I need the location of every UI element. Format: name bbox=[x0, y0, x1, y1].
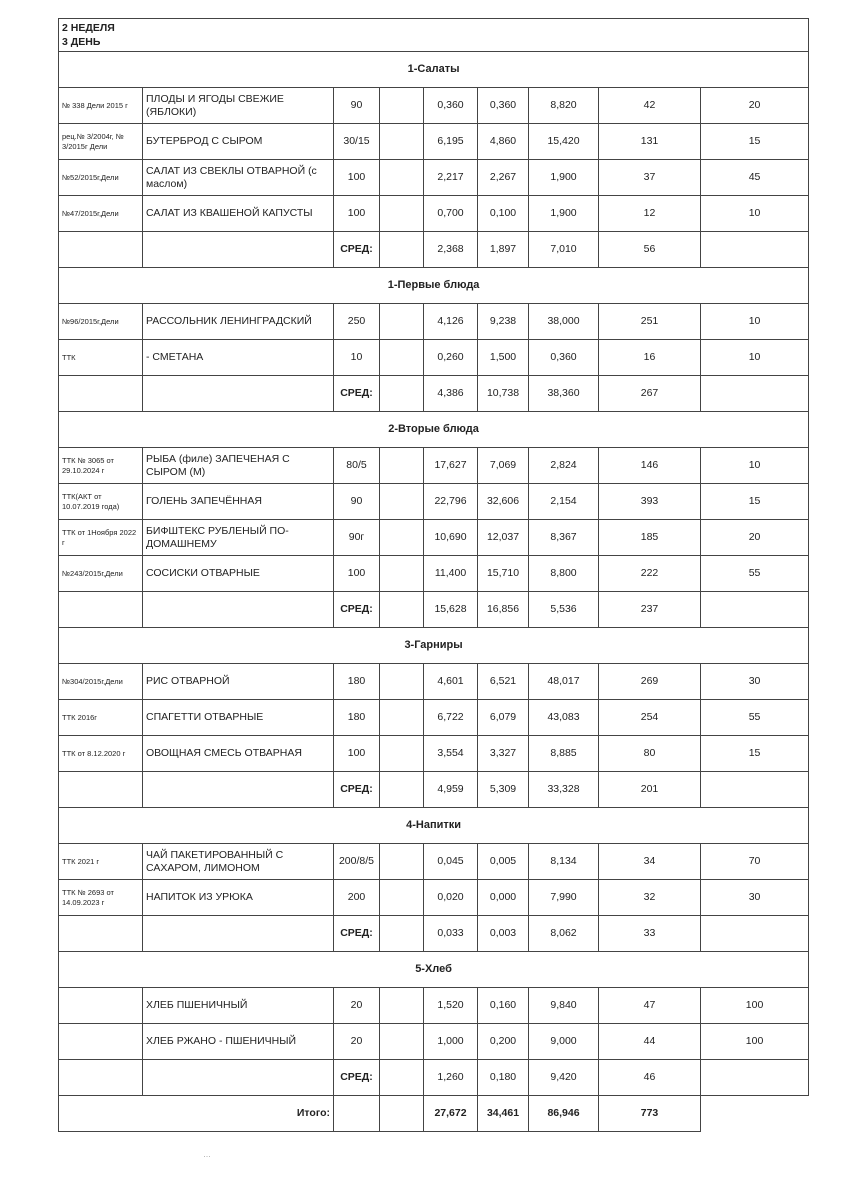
calories-value: 131 bbox=[599, 124, 701, 160]
empty-cell bbox=[380, 520, 424, 556]
calories-value: 222 bbox=[599, 556, 701, 592]
empty-cell bbox=[701, 232, 809, 268]
price-value: 55 bbox=[701, 556, 809, 592]
recipe-reference: №243/2015г,Дели bbox=[59, 556, 143, 592]
dish-name: БИФШТЕКС РУБЛЕНЫЙ ПО-ДОМАШНЕМУ bbox=[143, 520, 334, 556]
section-title: 1-Салаты bbox=[59, 52, 809, 88]
average-carbs: 33,328 bbox=[529, 772, 599, 808]
carbs-value: 7,990 bbox=[529, 880, 599, 916]
dish-name: САЛАТ ИЗ СВЕКЛЫ ОТВАРНОЙ (с маслом) bbox=[143, 160, 334, 196]
menu-table bbox=[58, 18, 809, 1132]
average-label: СРЕД: bbox=[334, 232, 380, 268]
recipe-reference: ТТК № 2693 от 14.09.2023 г bbox=[59, 880, 143, 916]
carbs-value: 2,824 bbox=[529, 448, 599, 484]
protein-value: 2,217 bbox=[424, 160, 478, 196]
average-row bbox=[59, 772, 809, 808]
protein-value: 10,690 bbox=[424, 520, 478, 556]
fat-value: 12,037 bbox=[478, 520, 529, 556]
price-value: 10 bbox=[701, 304, 809, 340]
calories-value: 47 bbox=[599, 988, 701, 1024]
document-title bbox=[59, 19, 809, 52]
empty-cell bbox=[380, 1024, 424, 1060]
calories-value: 37 bbox=[599, 160, 701, 196]
carbs-value: 1,900 bbox=[529, 196, 599, 232]
section-header bbox=[59, 952, 809, 988]
recipe-reference: №47/2015г,Дели bbox=[59, 196, 143, 232]
average-row bbox=[59, 376, 809, 412]
table-row bbox=[59, 880, 809, 916]
empty-cell bbox=[380, 232, 424, 268]
dish-name: ЧАЙ ПАКЕТИРОВАННЫЙ С САХАРОМ, ЛИМОНОМ bbox=[143, 844, 334, 880]
fat-value: 1,500 bbox=[478, 340, 529, 376]
section-title: 5-Хлеб bbox=[59, 952, 809, 988]
table-row bbox=[59, 448, 809, 484]
empty-cell bbox=[59, 1060, 143, 1096]
section-title: 4-Напитки bbox=[59, 808, 809, 844]
calories-value: 80 bbox=[599, 736, 701, 772]
empty-cell bbox=[59, 592, 143, 628]
table-row bbox=[59, 556, 809, 592]
dish-name: ХЛЕБ ПШЕНИЧНЫЙ bbox=[143, 988, 334, 1024]
portion-weight: 90 bbox=[334, 88, 380, 124]
table-row bbox=[59, 520, 809, 556]
day-label: 3 ДЕНЬ bbox=[62, 36, 101, 48]
price-value: 55 bbox=[701, 700, 809, 736]
average-calories: 201 bbox=[599, 772, 701, 808]
calories-value: 16 bbox=[599, 340, 701, 376]
dish-name: РЫБА (филе) ЗАПЕЧЕНАЯ С СЫРОМ (М) bbox=[143, 448, 334, 484]
portion-weight: 90г bbox=[334, 520, 380, 556]
recipe-reference: № 338 Дели 2015 г bbox=[59, 88, 143, 124]
protein-value: 4,601 bbox=[424, 664, 478, 700]
portion-weight: 20 bbox=[334, 1024, 380, 1060]
fat-value: 9,238 bbox=[478, 304, 529, 340]
carbs-value: 2,154 bbox=[529, 484, 599, 520]
dish-name: САЛАТ ИЗ КВАШЕНОЙ КАПУСТЫ bbox=[143, 196, 334, 232]
empty-cell bbox=[380, 592, 424, 628]
empty-cell bbox=[59, 916, 143, 952]
empty-cell bbox=[701, 376, 809, 412]
recipe-reference bbox=[59, 988, 143, 1024]
empty-cell bbox=[380, 1096, 424, 1132]
average-carbs: 8,062 bbox=[529, 916, 599, 952]
total-row bbox=[59, 1096, 809, 1132]
empty-cell bbox=[701, 1060, 809, 1096]
recipe-reference: ТТК от 8.12.2020 г bbox=[59, 736, 143, 772]
carbs-value: 8,134 bbox=[529, 844, 599, 880]
recipe-reference: ТТК 2021 г bbox=[59, 844, 143, 880]
section-title: 3-Гарниры bbox=[59, 628, 809, 664]
fat-value: 6,079 bbox=[478, 700, 529, 736]
price-value: 30 bbox=[701, 880, 809, 916]
portion-weight: 80/5 bbox=[334, 448, 380, 484]
fat-value: 7,069 bbox=[478, 448, 529, 484]
price-value: 45 bbox=[701, 160, 809, 196]
average-carbs: 5,536 bbox=[529, 592, 599, 628]
fat-value: 0,160 bbox=[478, 988, 529, 1024]
average-calories: 46 bbox=[599, 1060, 701, 1096]
price-value: 15 bbox=[701, 124, 809, 160]
calories-value: 185 bbox=[599, 520, 701, 556]
carbs-value: 9,840 bbox=[529, 988, 599, 1024]
total-label: Итого: bbox=[59, 1096, 334, 1132]
portion-weight: 100 bbox=[334, 160, 380, 196]
empty-cell bbox=[380, 448, 424, 484]
average-label: СРЕД: bbox=[334, 1060, 380, 1096]
empty-cell bbox=[143, 1060, 334, 1096]
price-value: 20 bbox=[701, 88, 809, 124]
fat-value: 6,521 bbox=[478, 664, 529, 700]
total-protein: 27,672 bbox=[424, 1096, 478, 1132]
empty-cell bbox=[59, 772, 143, 808]
price-value: 30 bbox=[701, 664, 809, 700]
recipe-reference bbox=[59, 1024, 143, 1060]
dish-name: ОВОЩНАЯ СМЕСЬ ОТВАРНАЯ bbox=[143, 736, 334, 772]
portion-weight: 100 bbox=[334, 556, 380, 592]
carbs-value: 38,000 bbox=[529, 304, 599, 340]
recipe-reference: ТТК(АКТ от 10.07.2019 года) bbox=[59, 484, 143, 520]
portion-weight: 250 bbox=[334, 304, 380, 340]
empty-cell bbox=[380, 772, 424, 808]
portion-weight: 100 bbox=[334, 196, 380, 232]
average-row bbox=[59, 916, 809, 952]
calories-value: 393 bbox=[599, 484, 701, 520]
total-carbs: 86,946 bbox=[529, 1096, 599, 1132]
calories-value: 32 bbox=[599, 880, 701, 916]
portion-weight: 200/8/5 bbox=[334, 844, 380, 880]
protein-value: 6,722 bbox=[424, 700, 478, 736]
portion-weight: 100 bbox=[334, 736, 380, 772]
empty-cell bbox=[380, 664, 424, 700]
fat-value: 0,200 bbox=[478, 1024, 529, 1060]
empty-cell bbox=[59, 232, 143, 268]
dish-name: ПЛОДЫ И ЯГОДЫ СВЕЖИЕ (ЯБЛОКИ) bbox=[143, 88, 334, 124]
average-fat: 1,897 bbox=[478, 232, 529, 268]
empty-cell bbox=[380, 124, 424, 160]
average-fat: 16,856 bbox=[478, 592, 529, 628]
empty-cell bbox=[380, 160, 424, 196]
protein-value: 4,126 bbox=[424, 304, 478, 340]
recipe-reference: ТТК № 3065 от 29.10.2024 г bbox=[59, 448, 143, 484]
price-value: 15 bbox=[701, 484, 809, 520]
calories-value: 269 bbox=[599, 664, 701, 700]
section-header bbox=[59, 268, 809, 304]
table-row bbox=[59, 88, 809, 124]
recipe-reference: рец.№ 3/2004г, № 3/2015г Дели bbox=[59, 124, 143, 160]
portion-weight: 180 bbox=[334, 700, 380, 736]
price-value: 10 bbox=[701, 448, 809, 484]
title-row bbox=[59, 19, 809, 52]
protein-value: 0,020 bbox=[424, 880, 478, 916]
portion-weight: 10 bbox=[334, 340, 380, 376]
average-carbs: 9,420 bbox=[529, 1060, 599, 1096]
portion-weight: 180 bbox=[334, 664, 380, 700]
average-label: СРЕД: bbox=[334, 916, 380, 952]
empty-cell bbox=[380, 880, 424, 916]
empty-cell bbox=[380, 376, 424, 412]
average-row bbox=[59, 592, 809, 628]
table-row bbox=[59, 340, 809, 376]
average-label: СРЕД: bbox=[334, 376, 380, 412]
protein-value: 0,045 bbox=[424, 844, 478, 880]
dish-name: - СМЕТАНА bbox=[143, 340, 334, 376]
empty-cell bbox=[380, 700, 424, 736]
price-value: 100 bbox=[701, 988, 809, 1024]
table-row bbox=[59, 484, 809, 520]
empty-cell bbox=[380, 556, 424, 592]
carbs-value: 1,900 bbox=[529, 160, 599, 196]
protein-value: 3,554 bbox=[424, 736, 478, 772]
recipe-reference: ТТК от 1Ноября 2022 г bbox=[59, 520, 143, 556]
price-value: 15 bbox=[701, 736, 809, 772]
calories-value: 12 bbox=[599, 196, 701, 232]
empty-cell bbox=[380, 88, 424, 124]
table-row bbox=[59, 304, 809, 340]
empty-cell bbox=[701, 592, 809, 628]
carbs-value: 8,367 bbox=[529, 520, 599, 556]
section-header bbox=[59, 412, 809, 448]
carbs-value: 43,083 bbox=[529, 700, 599, 736]
average-fat: 5,309 bbox=[478, 772, 529, 808]
carbs-value: 15,420 bbox=[529, 124, 599, 160]
price-value: 20 bbox=[701, 520, 809, 556]
empty-cell bbox=[380, 304, 424, 340]
empty-cell bbox=[143, 232, 334, 268]
average-protein: 2,368 bbox=[424, 232, 478, 268]
empty-cell bbox=[701, 916, 809, 952]
calories-value: 146 bbox=[599, 448, 701, 484]
average-row bbox=[59, 1060, 809, 1096]
fat-value: 0,100 bbox=[478, 196, 529, 232]
table-row bbox=[59, 664, 809, 700]
empty-cell bbox=[143, 772, 334, 808]
price-value: 10 bbox=[701, 340, 809, 376]
recipe-reference: ТТК bbox=[59, 340, 143, 376]
average-calories: 237 bbox=[599, 592, 701, 628]
average-carbs: 38,360 bbox=[529, 376, 599, 412]
total-calories: 773 bbox=[599, 1096, 701, 1132]
table-row bbox=[59, 736, 809, 772]
empty-cell bbox=[380, 736, 424, 772]
empty-cell bbox=[380, 1060, 424, 1096]
fat-value: 32,606 bbox=[478, 484, 529, 520]
carbs-value: 8,885 bbox=[529, 736, 599, 772]
dish-name: РАССОЛЬНИК ЛЕНИНГРАДСКИЙ bbox=[143, 304, 334, 340]
fat-value: 0,000 bbox=[478, 880, 529, 916]
price-value: 70 bbox=[701, 844, 809, 880]
carbs-value: 48,017 bbox=[529, 664, 599, 700]
average-calories: 267 bbox=[599, 376, 701, 412]
average-fat: 10,738 bbox=[478, 376, 529, 412]
dish-name: СПАГЕТТИ ОТВАРНЫЕ bbox=[143, 700, 334, 736]
protein-value: 1,000 bbox=[424, 1024, 478, 1060]
average-carbs: 7,010 bbox=[529, 232, 599, 268]
price-value: 10 bbox=[701, 196, 809, 232]
carbs-value: 0,360 bbox=[529, 340, 599, 376]
average-protein: 15,628 bbox=[424, 592, 478, 628]
protein-value: 17,627 bbox=[424, 448, 478, 484]
calories-value: 251 bbox=[599, 304, 701, 340]
dish-name: ГОЛЕНЬ ЗАПЕЧЁННАЯ bbox=[143, 484, 334, 520]
empty-cell bbox=[380, 988, 424, 1024]
portion-weight: 200 bbox=[334, 880, 380, 916]
empty-cell bbox=[143, 916, 334, 952]
section-header bbox=[59, 628, 809, 664]
fat-value: 2,267 bbox=[478, 160, 529, 196]
portion-weight: 20 bbox=[334, 988, 380, 1024]
empty-cell bbox=[380, 196, 424, 232]
dish-name: БУТЕРБРОД С СЫРОМ bbox=[143, 124, 334, 160]
recipe-reference: №96/2015г,Дели bbox=[59, 304, 143, 340]
portion-weight: 30/15 bbox=[334, 124, 380, 160]
average-calories: 56 bbox=[599, 232, 701, 268]
average-protein: 4,959 bbox=[424, 772, 478, 808]
protein-value: 0,360 bbox=[424, 88, 478, 124]
average-protein: 1,260 bbox=[424, 1060, 478, 1096]
empty-cell bbox=[334, 1096, 380, 1132]
average-protein: 4,386 bbox=[424, 376, 478, 412]
protein-value: 11,400 bbox=[424, 556, 478, 592]
table-row bbox=[59, 1024, 809, 1060]
section-header bbox=[59, 808, 809, 844]
section-header bbox=[59, 52, 809, 88]
empty-cell bbox=[380, 844, 424, 880]
protein-value: 0,260 bbox=[424, 340, 478, 376]
calories-value: 44 bbox=[599, 1024, 701, 1060]
dish-name: СОСИСКИ ОТВАРНЫЕ bbox=[143, 556, 334, 592]
fat-value: 15,710 bbox=[478, 556, 529, 592]
empty-cell bbox=[143, 592, 334, 628]
dish-name: РИС ОТВАРНОЙ bbox=[143, 664, 334, 700]
table-row bbox=[59, 700, 809, 736]
protein-value: 0,700 bbox=[424, 196, 478, 232]
calories-value: 254 bbox=[599, 700, 701, 736]
table-row bbox=[59, 844, 809, 880]
portion-weight: 90 bbox=[334, 484, 380, 520]
fat-value: 0,005 bbox=[478, 844, 529, 880]
recipe-reference: ТТК 2016г bbox=[59, 700, 143, 736]
fat-value: 0,360 bbox=[478, 88, 529, 124]
week-label: 2 НЕДЕЛЯ bbox=[62, 22, 115, 34]
carbs-value: 8,800 bbox=[529, 556, 599, 592]
section-title: 1-Первые блюда bbox=[59, 268, 809, 304]
dish-name: ХЛЕБ РЖАНО - ПШЕНИЧНЫЙ bbox=[143, 1024, 334, 1060]
average-calories: 33 bbox=[599, 916, 701, 952]
dish-name: НАПИТОК ИЗ УРЮКА bbox=[143, 880, 334, 916]
average-protein: 0,033 bbox=[424, 916, 478, 952]
empty-cell bbox=[380, 916, 424, 952]
average-label: СРЕД: bbox=[334, 592, 380, 628]
empty-cell bbox=[59, 376, 143, 412]
carbs-value: 9,000 bbox=[529, 1024, 599, 1060]
carbs-value: 8,820 bbox=[529, 88, 599, 124]
empty-cell bbox=[701, 1096, 809, 1132]
scan-mark: … bbox=[203, 1150, 211, 1159]
recipe-reference: №52/2015г,Дели bbox=[59, 160, 143, 196]
average-label: СРЕД: bbox=[334, 772, 380, 808]
average-fat: 0,180 bbox=[478, 1060, 529, 1096]
fat-value: 4,860 bbox=[478, 124, 529, 160]
average-row bbox=[59, 232, 809, 268]
section-title: 2-Вторые блюда bbox=[59, 412, 809, 448]
protein-value: 1,520 bbox=[424, 988, 478, 1024]
empty-cell bbox=[380, 484, 424, 520]
table-row bbox=[59, 124, 809, 160]
protein-value: 22,796 bbox=[424, 484, 478, 520]
table-row bbox=[59, 196, 809, 232]
price-value: 100 bbox=[701, 1024, 809, 1060]
average-fat: 0,003 bbox=[478, 916, 529, 952]
total-fat: 34,461 bbox=[478, 1096, 529, 1132]
recipe-reference: №304/2015г,Дели bbox=[59, 664, 143, 700]
fat-value: 3,327 bbox=[478, 736, 529, 772]
calories-value: 42 bbox=[599, 88, 701, 124]
table-row bbox=[59, 160, 809, 196]
protein-value: 6,195 bbox=[424, 124, 478, 160]
empty-cell bbox=[143, 376, 334, 412]
calories-value: 34 bbox=[599, 844, 701, 880]
empty-cell bbox=[380, 340, 424, 376]
table-row bbox=[59, 988, 809, 1024]
empty-cell bbox=[701, 772, 809, 808]
